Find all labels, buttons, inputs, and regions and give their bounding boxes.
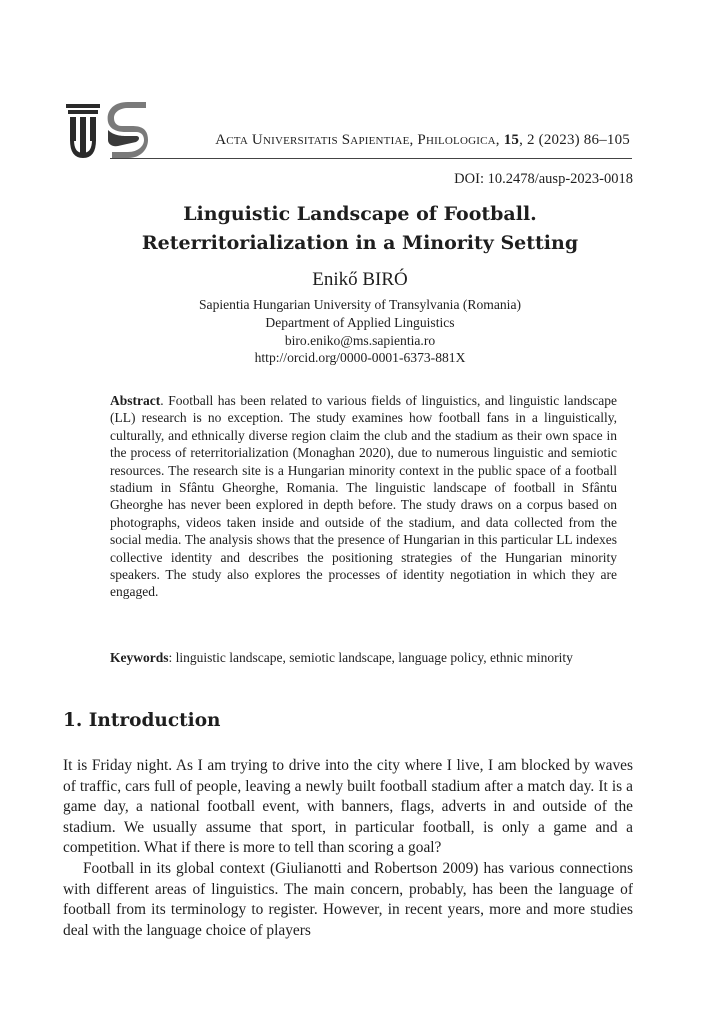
section-body [63, 756, 633, 941]
journal-citation-line [200, 132, 630, 149]
author-orcid[interactable]: http://orcid.org/0000-0001-6373-881X [254, 350, 466, 366]
publisher-logo-icon [66, 100, 148, 162]
journal-name: Acta Universitatis Sapientiae, Philologica, [215, 132, 500, 148]
affiliation-university: Sapientia Hungarian University of Transylvania (Romania) [198, 297, 522, 312]
author-affiliation [60, 296, 660, 367]
abstract-text: . Football has been related to various fields of linguistics, and linguistic landscape (LL) research is no exception. The study examines how football fans in a linguistically, culturally, and ethnically diverse region claim the club and the stadium as their own space in the process of reterritorialization (Monaghan 2020), due to numerous linguistic and semiotic resources. The research site is a Hungarian minority context in the public space of a football stadium in Sfântu Gheorghe, Romania. The linguistic landscape of football in Sfântu Gheorghe has never been explored in depth before. The study draws on a corpus based on photographs, videos taken inside and outside of the stadium, and data collected from the social media. The analysis shows that the presence of Hungarian in this particular LL indexes collective identity and describes the positioning strategies of the Hungarian minority speakers. The study also explores the processes of identity negotiation in which they are engaged. [110, 393, 617, 600]
affiliation-department: Department of Applied Linguistics [265, 314, 455, 330]
article-title [60, 200, 660, 258]
journal-volume: 15 [503, 132, 520, 148]
keywords [110, 649, 617, 666]
journal-issue-pages: , 2 (2023) 86–105 [519, 132, 630, 148]
abstract-label: Abstract [110, 393, 161, 408]
title-line-1: Linguistic Landscape of Football. [183, 203, 537, 225]
paragraph: Football in its global context (Giulianotti and Robertson 2009) has various connections with different areas of linguistics. The main concern, probably, has been the language of football from its terminology to register. However, in recent years, more and more studies deal with the language choice of players [63, 859, 633, 939]
keywords-label: Keywords [110, 650, 169, 665]
doi-link[interactable]: DOI: 10.2478/ausp-2023-0018 [454, 171, 633, 187]
author-name: Enikő BIRÓ [312, 269, 408, 290]
header-divider [110, 158, 632, 159]
section-heading: 1. Introduction [63, 710, 221, 731]
author-email[interactable]: biro.eniko@ms.sapientia.ro [284, 332, 436, 348]
title-line-2: Reterritorialization in a Minority Setting [141, 232, 579, 254]
abstract [110, 392, 617, 601]
keywords-text: : linguistic landscape, semiotic landscape, language policy, ethnic minority [168, 650, 573, 665]
paragraph: It is Friday night. As I am trying to drive into the city where I live, I am blocked by waves of traffic, cars full of people, leaving a newly built football stadium after a match day. It is a game day, a national football event, with banners, flags, adverts in and outside of the stadium. We usually assume that sport, in particular football, is only a game and a competition. What if there is more to tell than scoring a goal? [63, 757, 633, 857]
